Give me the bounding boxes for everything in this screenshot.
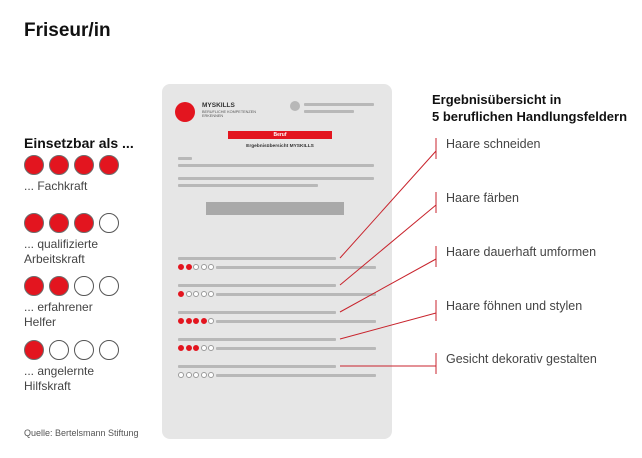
handlungsfeld-label: Haare färben (446, 191, 519, 205)
level-label-line: Helfer (24, 315, 57, 329)
handlungsfeld-label: Haare föhnen und stylen (446, 299, 583, 313)
handlungsfeld-label: Haare dauerhaft umformen (446, 245, 597, 259)
level-label-line: ... qualifizierte (24, 237, 99, 251)
handlungsfeld-label: Haare schneiden (446, 137, 541, 151)
handlungsfeld-label: Gesicht dekorativ gestalten (446, 352, 597, 366)
level-label-line: ... Fachkraft (24, 179, 88, 193)
connector-diagonal (340, 151, 436, 258)
source-note: Quelle: Bertelsmann Stiftung (24, 428, 139, 438)
doc-brand: MYSKILLS (202, 102, 235, 109)
einsetzbar-heading: Einsetzbar als ... (24, 135, 134, 151)
connector-diagonal (340, 313, 436, 339)
connector-diagonal (340, 259, 436, 312)
level-label-line: ... erfahrener (24, 300, 93, 314)
results-heading-line: 5 beruflichen Handlungsfeldern (432, 109, 628, 124)
ergebnis-label: Ergebnisübersicht MYSKILLS (246, 144, 314, 149)
level-label-line: Hilfskraft (24, 379, 71, 393)
connector-diagonal (340, 205, 436, 285)
level-label-line: Arbeitskraft (24, 252, 85, 266)
level-label-line: ... angelernte (24, 364, 95, 378)
page-title: Friseur/in (24, 20, 111, 41)
beruf-label: Beruf (228, 131, 332, 139)
doc-brand-sub: BERUFLICHE KOMPETENZEN ERKENNEN (202, 110, 257, 119)
results-heading-line: Ergebnisübersicht in (432, 92, 562, 107)
